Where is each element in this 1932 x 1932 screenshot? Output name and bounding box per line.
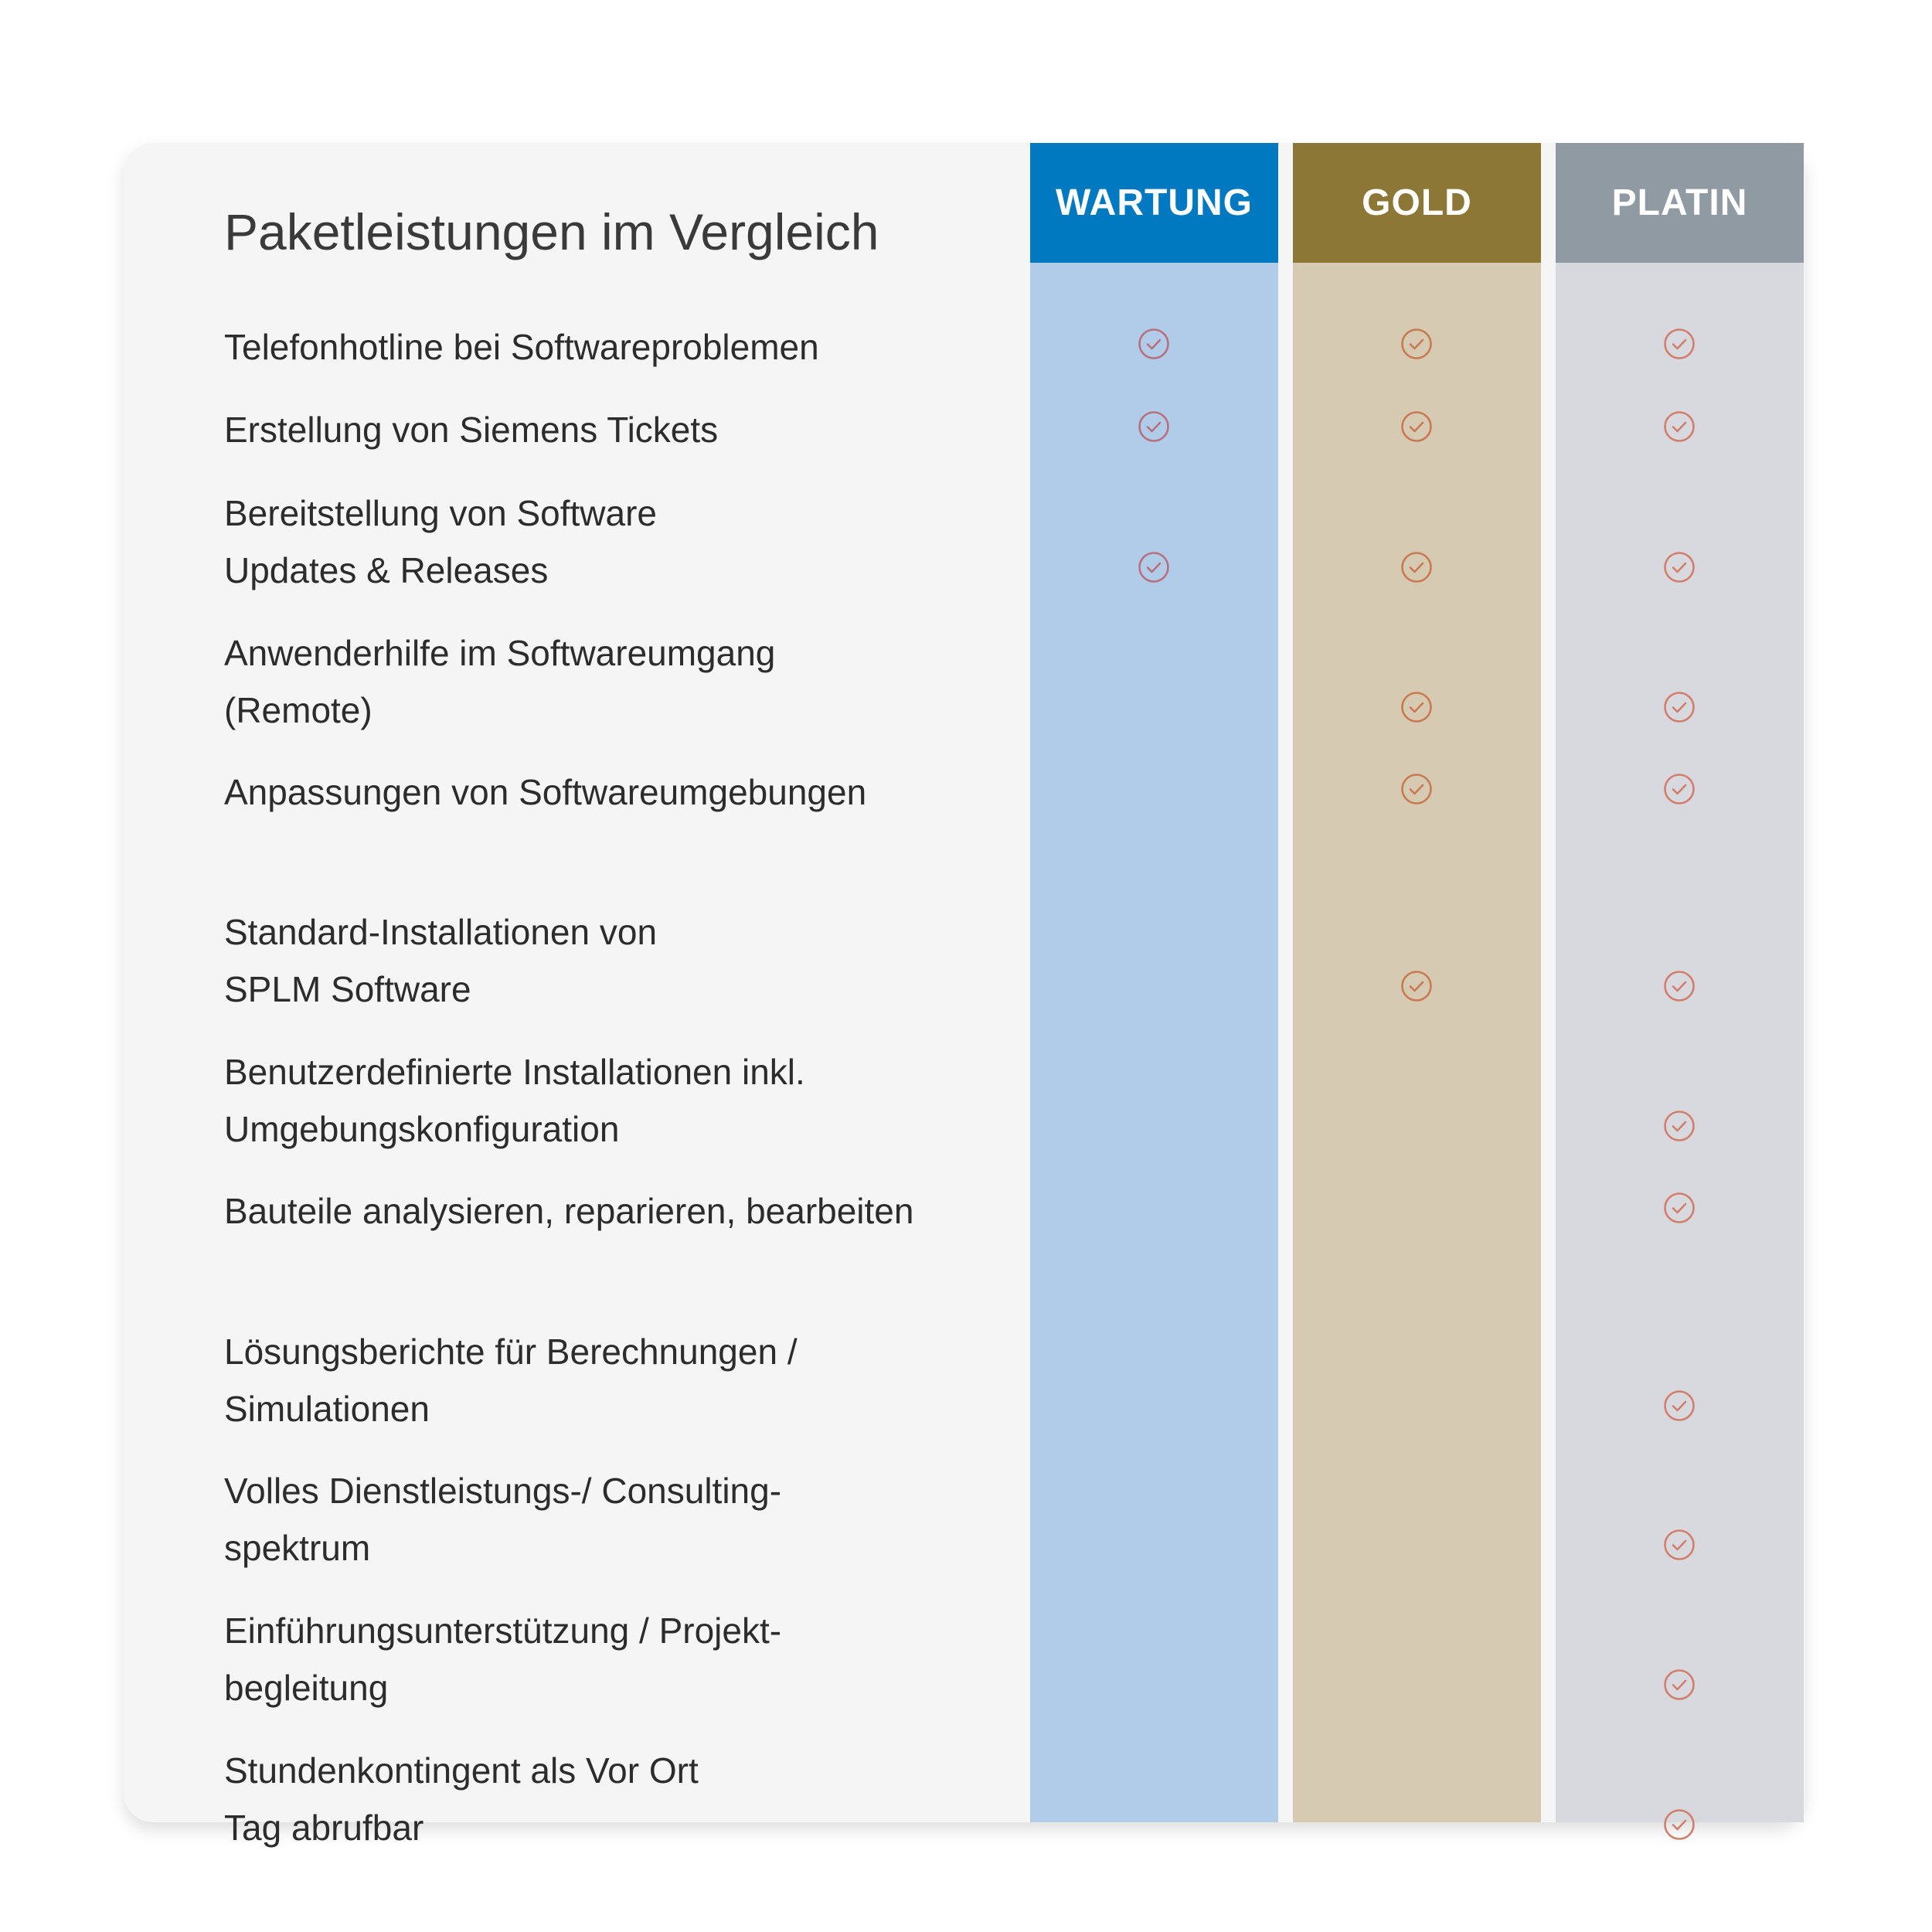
check-circle-icon [1663,1808,1696,1841]
check-circle-icon [1138,410,1170,443]
feature-label: Erstellung von Siemens Tickets [224,410,719,450]
check-circle-icon [1400,410,1433,443]
check-circle-icon [1400,773,1433,805]
check-circle-icon [1400,551,1433,583]
check-circle-icon [1663,691,1696,723]
feature-label: Anwenderhilfe im Softwareumgang (Remote) [224,633,776,730]
comparison-card [124,143,1804,1848]
feature-label: Stundenkontingent als Vor Ort Tag abrufbar [224,1750,699,1848]
feature-label: Bereitstellung von Software Updates & Releases [224,493,657,590]
check-circle-icon [1663,970,1696,1002]
page-title: Paketleistungen im Vergleich [224,203,879,260]
feature-label: Bauteile analysieren, reparieren, bearbeiten [224,1191,914,1231]
check-circle-icon [1663,1192,1696,1224]
feature-label: Einführungsunterstützung / Projekt- begleitung [224,1611,782,1708]
column-header-platin: PLATIN [1556,143,1804,263]
feature-label: Lösungsberichte für Berechnungen / Simulationen [224,1332,798,1429]
column-header-wartung: WARTUNG [1030,143,1278,263]
check-circle-icon [1663,1668,1696,1701]
feature-label: Standard-Installationen von SPLM Software [224,912,658,1009]
check-circle-icon [1138,551,1170,583]
check-circle-icon [1663,410,1696,443]
check-circle-icon [1400,328,1433,360]
check-circle-icon [1663,551,1696,583]
check-circle-icon [1663,773,1696,805]
check-circle-icon [1663,328,1696,360]
feature-list [124,143,1804,1848]
feature-label: Volles Dienstleistungs-/ Consulting- spektrum [224,1471,782,1568]
feature-label: Benutzerdefinierte Installationen inkl. Umgebungskonfiguration [224,1052,805,1149]
check-circle-icon [1663,1110,1696,1142]
check-circle-icon [1400,970,1433,1002]
check-circle-icon [1663,1529,1696,1561]
feature-label: Anpassungen von Softwareumgebungen [224,772,867,812]
column-header-gold: GOLD [1293,143,1541,263]
feature-label: Telefonhotline bei Softwareproblemen [224,327,819,367]
check-circle-icon [1138,328,1170,360]
check-circle-icon [1663,1389,1696,1422]
check-circle-icon [1400,691,1433,723]
